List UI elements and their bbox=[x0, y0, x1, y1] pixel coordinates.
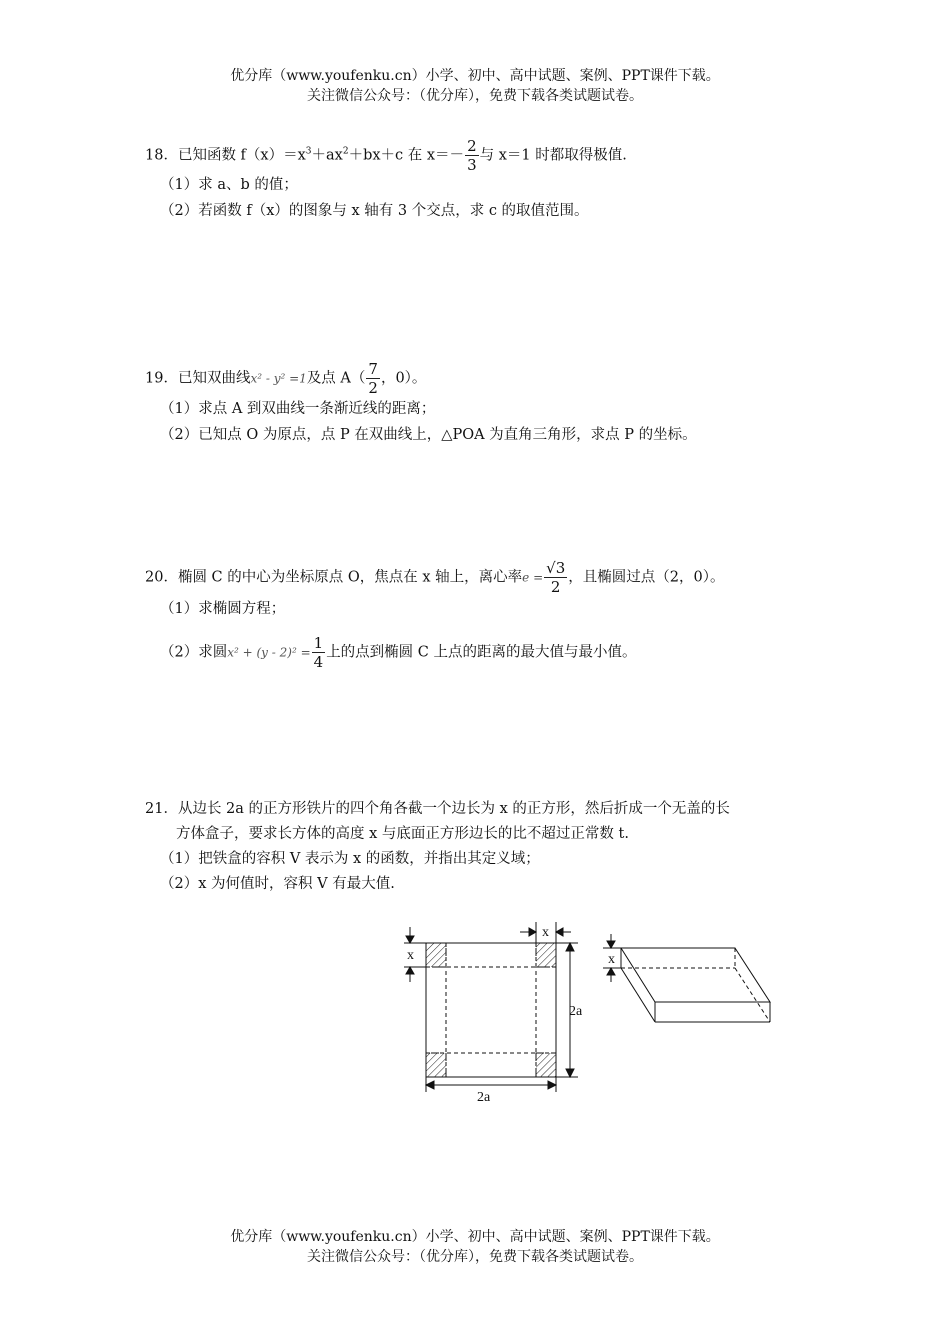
footer-line-2: 关注微信公众号：（优分库），免费下载各类试题试卷。 bbox=[307, 1249, 643, 1265]
q21-stem-line2: 方体盒子，要求长方体的高度 x 与底面正方形边长的比不超过正常数 t. bbox=[176, 826, 629, 842]
header-line-2: 关注微信公众号：（优分库），免费下载各类试题试卷。 bbox=[307, 88, 643, 104]
q19-hyperbola-equation: x² - y² =1 bbox=[250, 371, 307, 386]
q21-stem-line1: 21．从边长 2a 的正方形铁片的四个角各截一个边长为 x 的正方形，然后折成一个无盖的长 bbox=[145, 801, 730, 817]
label-x-box: x bbox=[608, 952, 615, 967]
footer-line-1: 优分库（www.youfenku.cn）小学、初中、高中试题、案例、PPT课件下载。 bbox=[230, 1229, 720, 1245]
q21-figure bbox=[0, 910, 950, 1130]
label-x-left: x bbox=[407, 948, 414, 963]
page-header bbox=[0, 66, 950, 106]
q19-part2: （2）已知点 O 为原点，点 P 在双曲线上，△POA 为直角三角形，求点 P 的坐标。 bbox=[160, 427, 697, 443]
q18-stem: 18．已知函数 $f(x)=x^3+ax^2+bx+c$ 在 x＝－ $\frac{2}{3}$ 与 x＝1 时都取得极值. bbox=[145, 137, 627, 174]
label-x-top: x bbox=[542, 925, 549, 940]
q20-circle-fraction: $\frac{1}{4}$ bbox=[313, 634, 324, 671]
header-line-1: 优分库（www.youfenku.cn）小学、初中、高中试题、案例、PPT课件下载。 bbox=[230, 68, 720, 84]
dim-2a-bottom bbox=[426, 1077, 556, 1092]
q20-stem: 20．椭圆 C 的中心为坐标原点 O，焦点在 x 轴上，离心率e = $\frac{√3}{2}$ ，且椭圆过点（2，0）。 bbox=[145, 559, 725, 596]
q20-part1: （1）求椭圆方程； bbox=[160, 601, 286, 617]
q19-fraction: $\frac{7}{2}$ bbox=[368, 360, 378, 397]
q19-part1: （1）求点 A 到双曲线一条渐近线的距离； bbox=[160, 401, 436, 417]
q18-part1: （1）求 a、b 的值； bbox=[160, 177, 298, 193]
label-2a-right: 2a bbox=[569, 1004, 583, 1019]
open-box bbox=[621, 948, 770, 1022]
q20-circle-equation: x² + (y - 2)² = bbox=[227, 645, 311, 660]
q21-part1: （1）把铁盒的容积 V 表示为 x 的函数，并指出其定义域； bbox=[160, 851, 540, 867]
q19-stem: 19．已知双曲线x² - y² =1及点 A（ $\frac{7}{2}$ ，0）。 bbox=[145, 360, 427, 397]
label-2a-bottom: 2a bbox=[477, 1090, 491, 1105]
page-footer bbox=[0, 1227, 950, 1267]
q18-part2: （2）若函数 f（x）的图象与 x 轴有 3 个交点，求 c 的取值范围。 bbox=[160, 203, 589, 219]
q20-part2: （2）求圆x² + (y - 2)² = $\frac{1}{4}$ 上的点到椭圆 C 上点的距离的最大值与最小值。 bbox=[160, 634, 637, 671]
q20-eccentricity-label: e = bbox=[522, 570, 544, 585]
q21-part2: （2）x 为何值时，容积 V 有最大值. bbox=[160, 876, 395, 892]
q20-fraction: $\frac{√3}{2}$ bbox=[546, 559, 566, 596]
q18-fraction: $\frac{2}{3}$ bbox=[467, 137, 477, 174]
